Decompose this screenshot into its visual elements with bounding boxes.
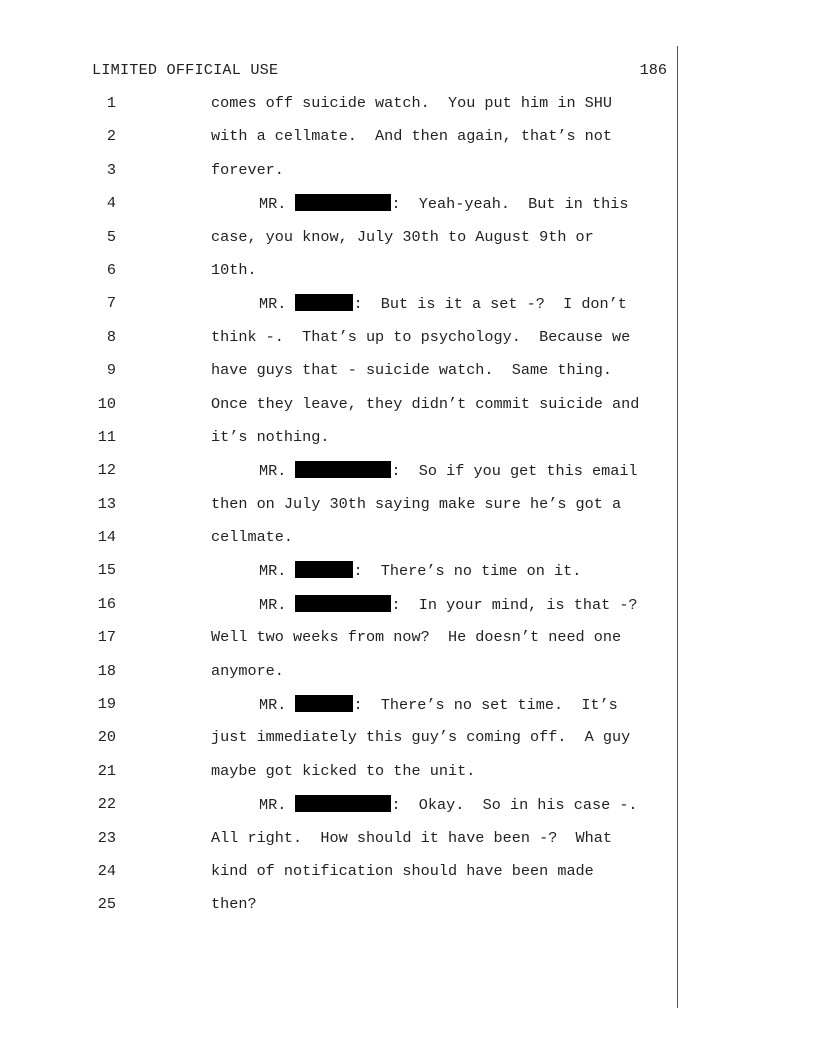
- line-text: it’s nothing.: [211, 427, 330, 446]
- speaker-line: [259, 795, 638, 814]
- transcript-line: [0, 827, 816, 860]
- line-number: 1: [106, 94, 116, 112]
- transcript-line: [0, 426, 816, 459]
- line-number: 20: [97, 728, 116, 747]
- line-text: then on July 30th saying make sure he’s got a: [211, 494, 622, 513]
- line-number: 15: [97, 561, 116, 580]
- line-text: : There’s no set time. It’s: [353, 696, 618, 715]
- redacted-name: [295, 795, 391, 812]
- speaker-title: MR.: [259, 462, 287, 481]
- line-text: forever.: [211, 160, 284, 179]
- redacted-name: [295, 595, 391, 612]
- line-number: 3: [106, 160, 116, 179]
- transcript-line: [0, 726, 816, 759]
- speaker-title: MR.: [259, 696, 287, 715]
- transcript-line: [0, 893, 816, 926]
- speaker-line: [259, 294, 627, 313]
- line-text: All right. How should it have been -? What: [211, 828, 613, 847]
- line-text: : Yeah-yeah. But in this: [391, 195, 629, 214]
- line-number: 24: [97, 861, 116, 880]
- transcript-line: [0, 259, 816, 292]
- line-number: 25: [97, 895, 116, 914]
- transcript-line: [0, 493, 816, 526]
- line-number: 11: [97, 427, 116, 446]
- line-number: 10: [97, 394, 116, 413]
- line-number: 9: [106, 361, 116, 380]
- transcript-line: [0, 593, 816, 626]
- redacted-name: [295, 294, 353, 311]
- transcript-line: [0, 192, 816, 225]
- line-number: 6: [106, 260, 116, 279]
- line-number: 7: [106, 294, 116, 313]
- transcript-line: [0, 526, 816, 559]
- speaker-title: MR.: [259, 195, 287, 214]
- line-text: : But is it a set -? I don’t: [353, 295, 627, 314]
- line-number: 19: [97, 695, 116, 714]
- transcript-line: [0, 660, 816, 693]
- line-number: 23: [97, 828, 116, 847]
- line-text: kind of notification should have been made: [211, 861, 594, 880]
- line-number: 16: [97, 594, 116, 613]
- speaker-title: MR.: [259, 562, 287, 581]
- speaker-line: [259, 595, 638, 614]
- line-text: cellmate.: [211, 528, 294, 547]
- speaker-title: MR.: [259, 796, 287, 815]
- line-text: think -. That’s up to psychology. Because we: [211, 327, 631, 346]
- transcript-line: [0, 359, 816, 392]
- line-number: 4: [106, 194, 116, 213]
- line-number: 17: [97, 628, 116, 647]
- line-number: 2: [106, 127, 116, 146]
- line-text: just immediately this guy’s coming off. A guy: [211, 728, 631, 747]
- line-text: Once they leave, they didn’t commit suicide and: [211, 394, 640, 413]
- line-number: 14: [97, 528, 116, 547]
- line-text: case, you know, July 30th to August 9th or: [211, 227, 594, 246]
- transcript-line: [0, 92, 816, 125]
- transcript-line: [0, 125, 816, 158]
- line-text: Well two weeks from now? He doesn’t need one: [211, 628, 622, 647]
- transcript-line: [0, 292, 816, 325]
- redacted-name: [295, 695, 353, 712]
- line-text: then?: [211, 895, 257, 914]
- redacted-name: [295, 461, 391, 478]
- line-text: have guys that - suicide watch. Same thing.: [211, 361, 613, 380]
- speaker-line: [259, 695, 618, 714]
- line-number: 12: [97, 461, 116, 480]
- line-text: : So if you get this email: [391, 462, 638, 481]
- line-number: 13: [97, 494, 116, 513]
- transcript-line: [0, 693, 816, 726]
- line-text: with a cellmate. And then again, that’s not: [211, 127, 613, 146]
- line-number: 18: [97, 661, 116, 680]
- line-text: comes off suicide watch. You put him in SHU: [211, 94, 613, 112]
- redacted-name: [295, 561, 353, 578]
- transcript-line: [0, 393, 816, 426]
- line-text: : Okay. So in his case -.: [391, 796, 638, 815]
- transcript-line: [0, 459, 816, 492]
- transcript-line: [0, 626, 816, 659]
- transcript-line: [0, 793, 816, 826]
- transcript-line: [0, 159, 816, 192]
- speaker-line: [259, 194, 628, 213]
- page-number: 186: [639, 61, 667, 79]
- line-number: 21: [97, 761, 116, 780]
- speaker-line: [259, 561, 581, 580]
- classification-header: LIMITED OFFICIAL USE: [92, 61, 279, 79]
- transcript-line: [0, 326, 816, 359]
- line-text: maybe got kicked to the unit.: [211, 761, 476, 780]
- transcript-line: [0, 559, 816, 592]
- transcript-line: [0, 860, 816, 893]
- speaker-line: [259, 461, 638, 480]
- redacted-name: [295, 194, 391, 211]
- speaker-title: MR.: [259, 295, 287, 314]
- line-text: 10th.: [211, 260, 257, 279]
- transcript-body: [0, 92, 816, 927]
- line-number: 22: [97, 795, 116, 814]
- line-number: 8: [106, 327, 116, 346]
- speaker-title: MR.: [259, 595, 287, 614]
- line-number: 5: [106, 227, 116, 246]
- transcript-line: [0, 760, 816, 793]
- transcript-line: [0, 226, 816, 259]
- line-text: : There’s no time on it.: [353, 562, 582, 581]
- line-text: : In your mind, is that -?: [391, 595, 638, 614]
- line-text: anymore.: [211, 661, 284, 680]
